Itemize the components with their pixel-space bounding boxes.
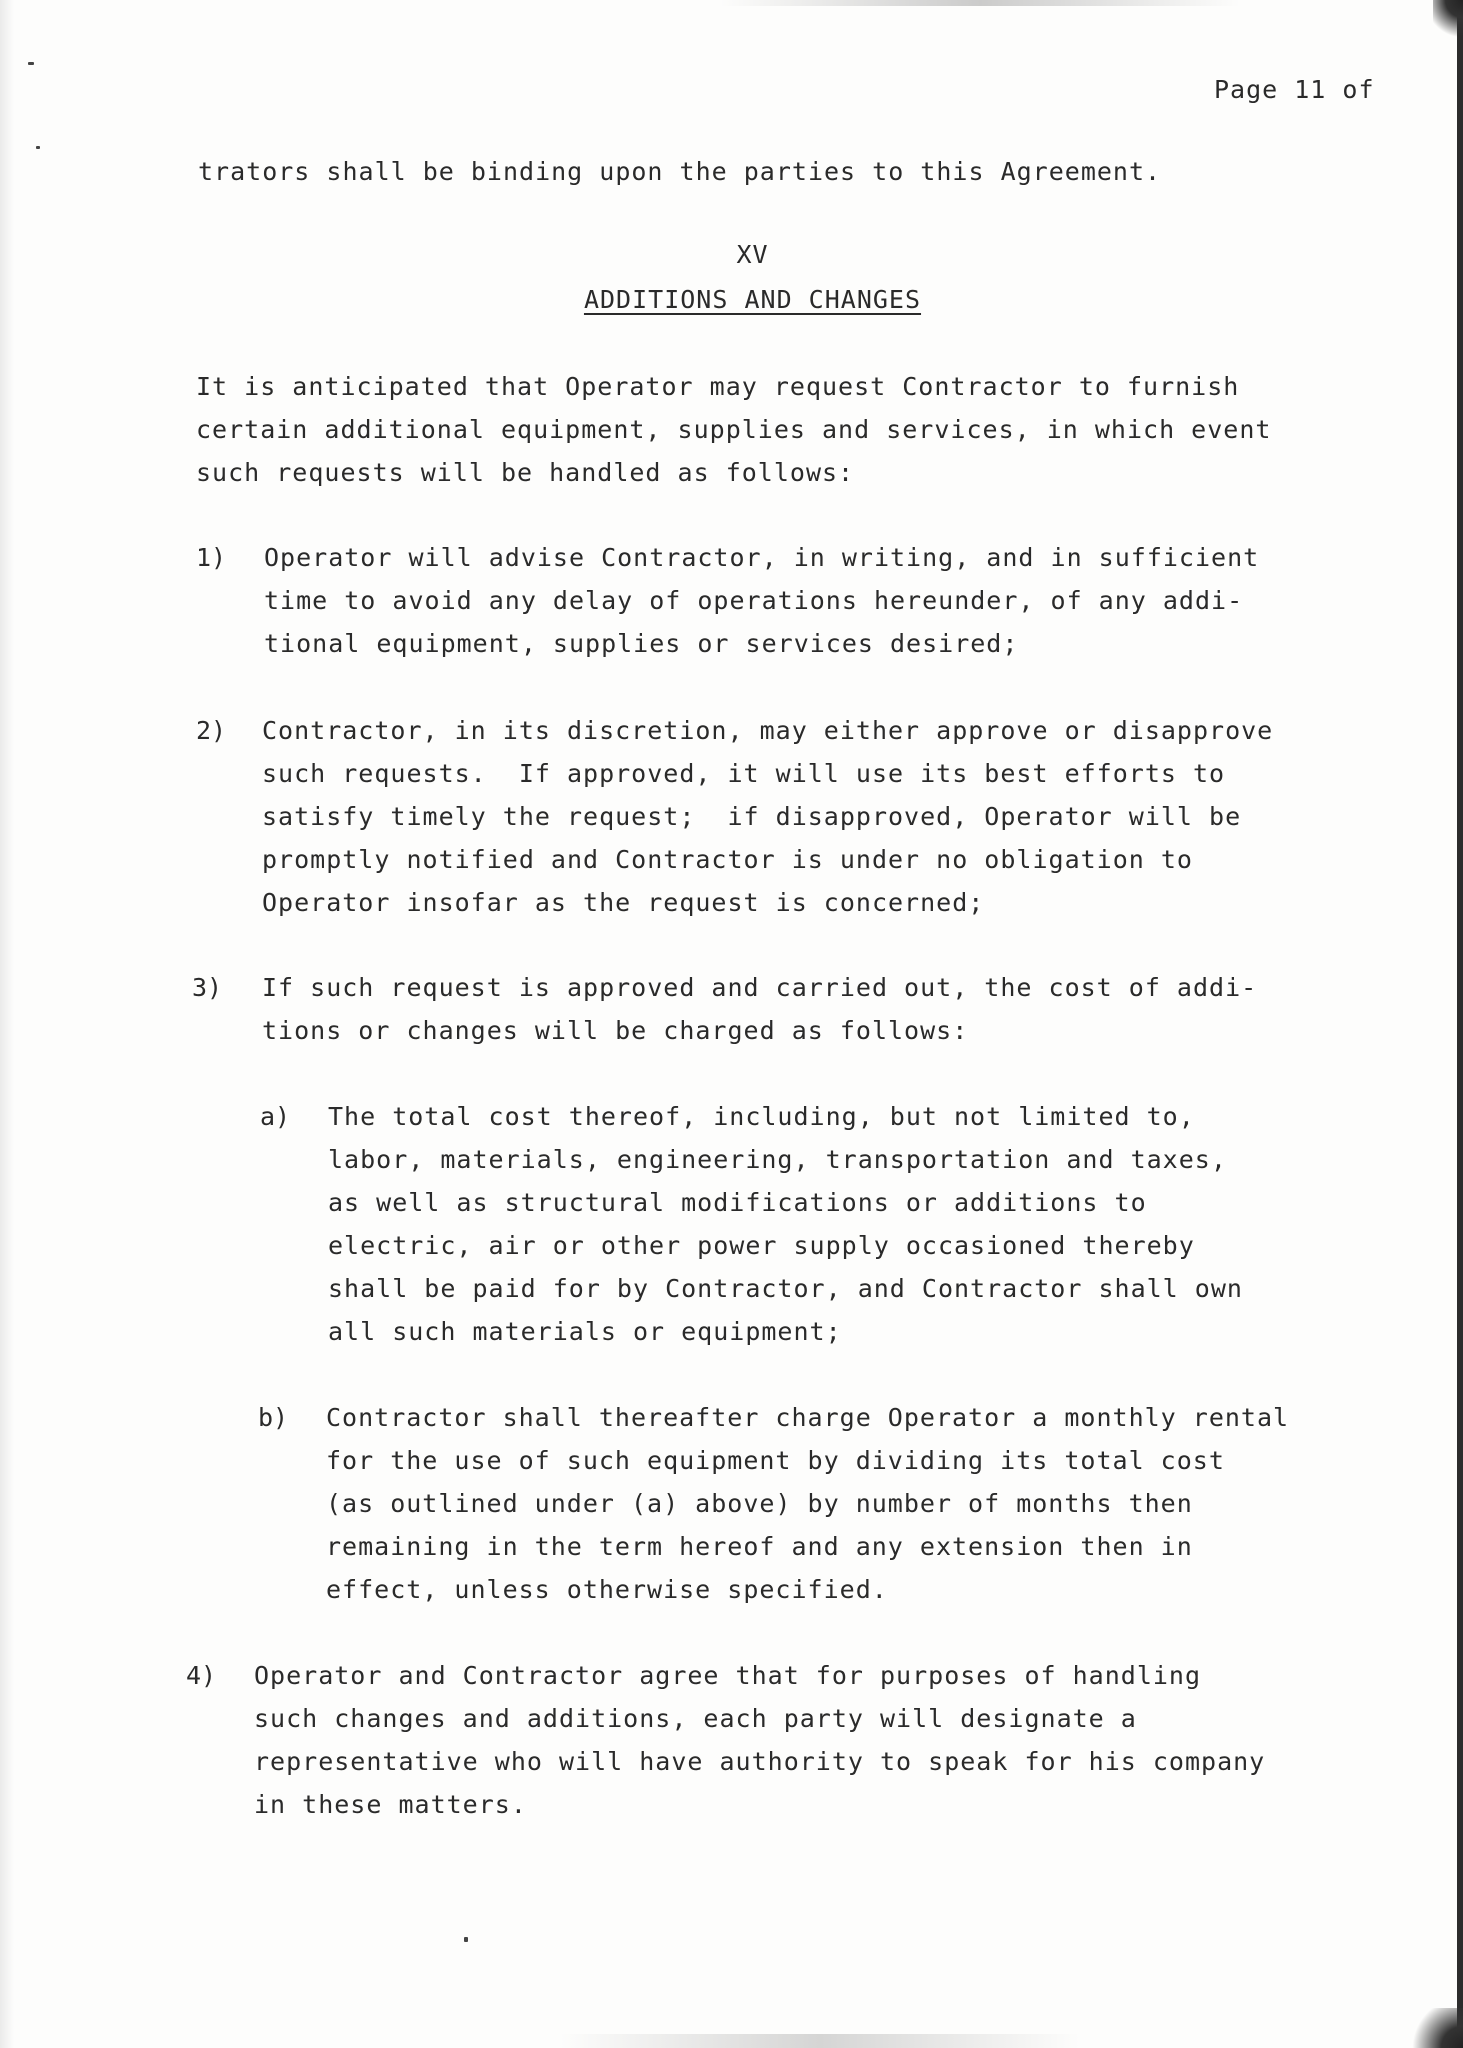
item-label: 4) [186, 1661, 217, 1690]
continuation-text: trators shall be binding upon the parties to this Agreement. [198, 157, 1162, 186]
item-label: 1) [196, 543, 227, 572]
scan-corner-bottom-right [1403, 2008, 1463, 2048]
intro-paragraph: It is anticipated that Operator may request Contractor to furnish certain additional equipment, supplies and services, in which event such requests will be handled as follows: [196, 372, 1272, 487]
item-label: 3) [192, 973, 223, 1002]
scan-speck [464, 1937, 468, 1942]
subitem-text: Contractor shall thereafter charge Operator a monthly rental for the use of such equipment by dividing its total cost (as outlined under (a) above) by number of months then remaining in the term hereof and any extension then in effect, unless otherwise specified. [326, 1403, 1290, 1604]
item-label: 2) [196, 716, 227, 745]
article-number: XV [736, 240, 769, 269]
article-title [0, 278, 1463, 321]
scan-speck [28, 62, 34, 65]
article-title-text: ADDITIONS AND CHANGES [583, 285, 922, 314]
item-text: Operator will advise Contractor, in writing, and in sufficient time to avoid any delay of operations hereunder, of any addi- tional equipment, supplies or services desired; [264, 543, 1260, 658]
item-text: Operator and Contractor agree that for purposes of handling such changes and additions, each party will designate a representative who will have authority to speak for his company in these matters. [254, 1661, 1266, 1819]
subitem-text: The total cost thereof, including, but not limited to, labor, materials, engineering, transportation and taxes, as well as structural modifications or additions to electric, air or other power supply occasioned thereby shall be paid for by Contractor, and Contractor shall own all such materials or equipment; [328, 1102, 1243, 1346]
page-number: Page 11 of [1214, 75, 1375, 104]
scan-speck [36, 146, 40, 149]
item-text: If such request is approved and carried out, the cost of addi- tions or changes will be charged as follows: [262, 973, 1258, 1045]
subitem-label: b) [258, 1403, 289, 1432]
scan-edge-bottom [560, 2034, 1080, 2048]
scan-edge-top [720, 0, 1240, 6]
item-text: Contractor, in its discretion, may either approve or disapprove such requests. If approved, it will use its best efforts to satisfy timely the request; if disapproved, Operator will be promptly notified and Contractor is under no obligation to Operator insofar as the request is concerned; [262, 716, 1274, 917]
subitem-label: a) [260, 1102, 291, 1131]
scan-corner-top-right [1433, 0, 1463, 40]
